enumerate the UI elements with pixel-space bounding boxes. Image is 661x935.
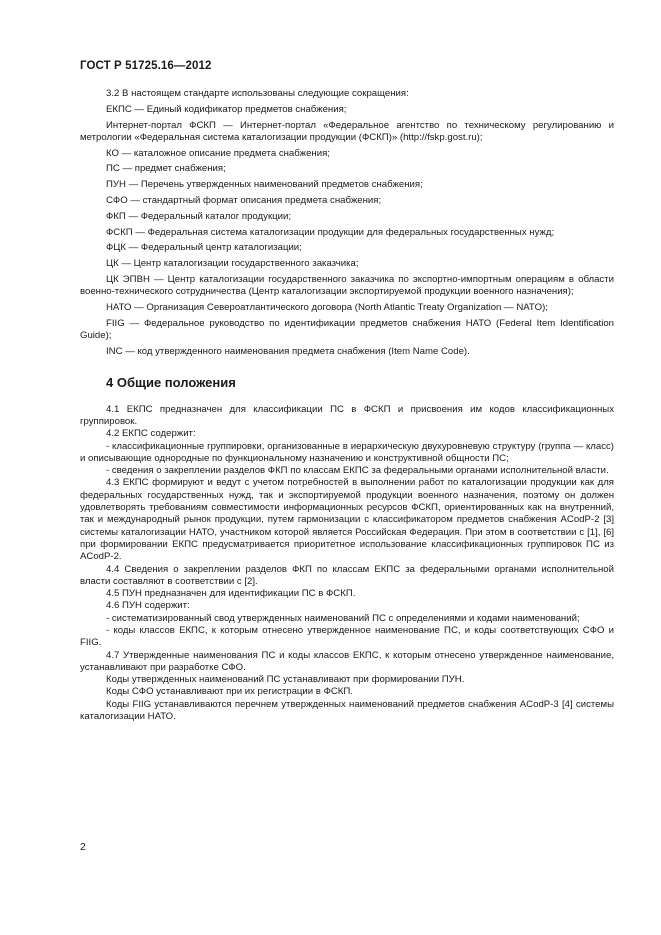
abbreviation-item: КО — каталожное описание предмета снабжения; <box>106 147 330 159</box>
paragraph-4-1: 4.1 ЕКПС предназначен для классификации ПС в ФСКП и присвоения им кодов классификационных группировок. <box>80 403 614 427</box>
abbreviation-item: ПС — предмет снабжения; <box>106 163 226 175</box>
document-header: ГОСТ Р 51725.16—2012 <box>80 60 212 72</box>
abbreviation-item: ЕКПС — Единый кодификатор предметов снабжения; <box>106 103 347 115</box>
paragraph-4-7-d: Коды FIIG устанавливаются перечнем утвержденных наименований предметов снабжения ACodP-3 [4] системы каталогизации НАТО. <box>80 698 614 723</box>
page-content <box>80 88 614 723</box>
abbreviation-item: ФЦК — Федеральный центр каталогизации; <box>106 242 302 254</box>
paragraph-4-2: 4.2 ЕКПС содержит: <box>106 428 196 440</box>
section-4-title: 4 Общие положения <box>106 375 236 391</box>
paragraph-4-3: 4.3 ЕКПС формируют и ведут с учетом потребностей в выполнении работ по каталогизации продукции как для федеральных государственных нужд, так и экспортируемой продукции военного назначения, поэтому он должен удовлетворять требованиям совместимости информационных ресурсов ФСКП, ориентированных как на внутренний, так и международный рынок продукции, путем гармонизации с классификатором предметов снабжения ACodP-2 [3] системы каталогизации НАТО, участником которой является Российская Федерация. При этом в соответствии с [1], [6] при формировании ЕКПС предусматривается приоритетное использование классификационных группировок ПС из ACodP-2. <box>80 477 614 563</box>
section-3-2-intro: 3.2 В настоящем стандарте использованы следующие сокращения: <box>106 88 409 99</box>
list-item: - систематизированный свод утвержденных наименований ПС с определениями и кодами наименований; <box>106 612 580 624</box>
paragraph-4-5: 4.5 ПУН предназначен для идентификации ПС в ФСКП. <box>106 588 356 600</box>
list-item: - сведения о закреплении разделов ФКП по классам ЕКПС за федеральными органами исполнительной власти. <box>106 465 609 477</box>
paragraph-4-7-b: Коды утвержденных наименований ПС устанавливают при формировании ПУН. <box>106 674 465 686</box>
abbreviation-item: ПУН — Перечень утвержденных наименований предметов снабжения; <box>106 179 423 191</box>
abbreviation-item: INC — код утвержденного наименования предмета снабжения (Item Name Code). <box>106 346 470 358</box>
abbreviation-item: СФО — стандартный формат описания предмета снабжения; <box>106 195 382 207</box>
abbreviation-item: ЦК — Центр каталогизации государственного заказчика; <box>106 258 359 270</box>
list-item: - классификационные группировки, организованные в иерархическую двухуровневую структуру (группа — класс) и описывающие однородные по функциональному назначению и конструктивной общности ПС; <box>80 440 614 464</box>
paragraph-4-6: 4.6 ПУН содержит: <box>106 600 190 612</box>
abbreviation-item: НАТО — Организация Североатлантического договора (North Atlantic Treaty Organization — NATO); <box>106 302 548 314</box>
paragraph-4-7-c: Коды СФО устанавливают при их регистрации в ФСКП. <box>106 686 353 698</box>
list-item: - коды классов ЕКПС, к которым отнесено утвержденное наименование ПС, и коды соответствующих СФО и FIIG. <box>80 624 614 649</box>
abbreviation-item: Интернет-портал ФСКП — Интернет-портал «Федеральное агентство по техническому регулированию и метрологии «Федеральная система каталогизации продукции (ФСКП)» (http://fskp.gost.ru); <box>80 119 614 143</box>
page-number: 2 <box>80 841 86 853</box>
abbreviation-item: FIIG — Федеральное руководство по идентификации предметов снабжения НАТО (Federal Item Identification Guide); <box>80 317 614 342</box>
abbreviation-item: ФКП — Федеральный каталог продукции; <box>106 210 292 222</box>
abbreviation-item: ЦК ЭПВН — Центр каталогизации государственного заказчика по экспортно-импортным операциям в области военно-технического сотрудничества (Центр каталогизации экспортируемой продукции военного назначения); <box>80 274 614 298</box>
paragraph-4-4: 4.4 Сведения о закреплении разделов ФКП по классам ЕКПС за федеральными органами исполнительной власти составляют в соответствии с [2]. <box>80 563 614 587</box>
abbreviation-item: ФСКП — Федеральная система каталогизации продукции для федеральных государственных нужд; <box>106 226 555 238</box>
paragraph-4-7: 4.7 Утвержденные наименования ПС и коды классов ЕКПС, к которым отнесено утвержденное наименование, устанавливают при разработке СФО. <box>80 649 614 673</box>
